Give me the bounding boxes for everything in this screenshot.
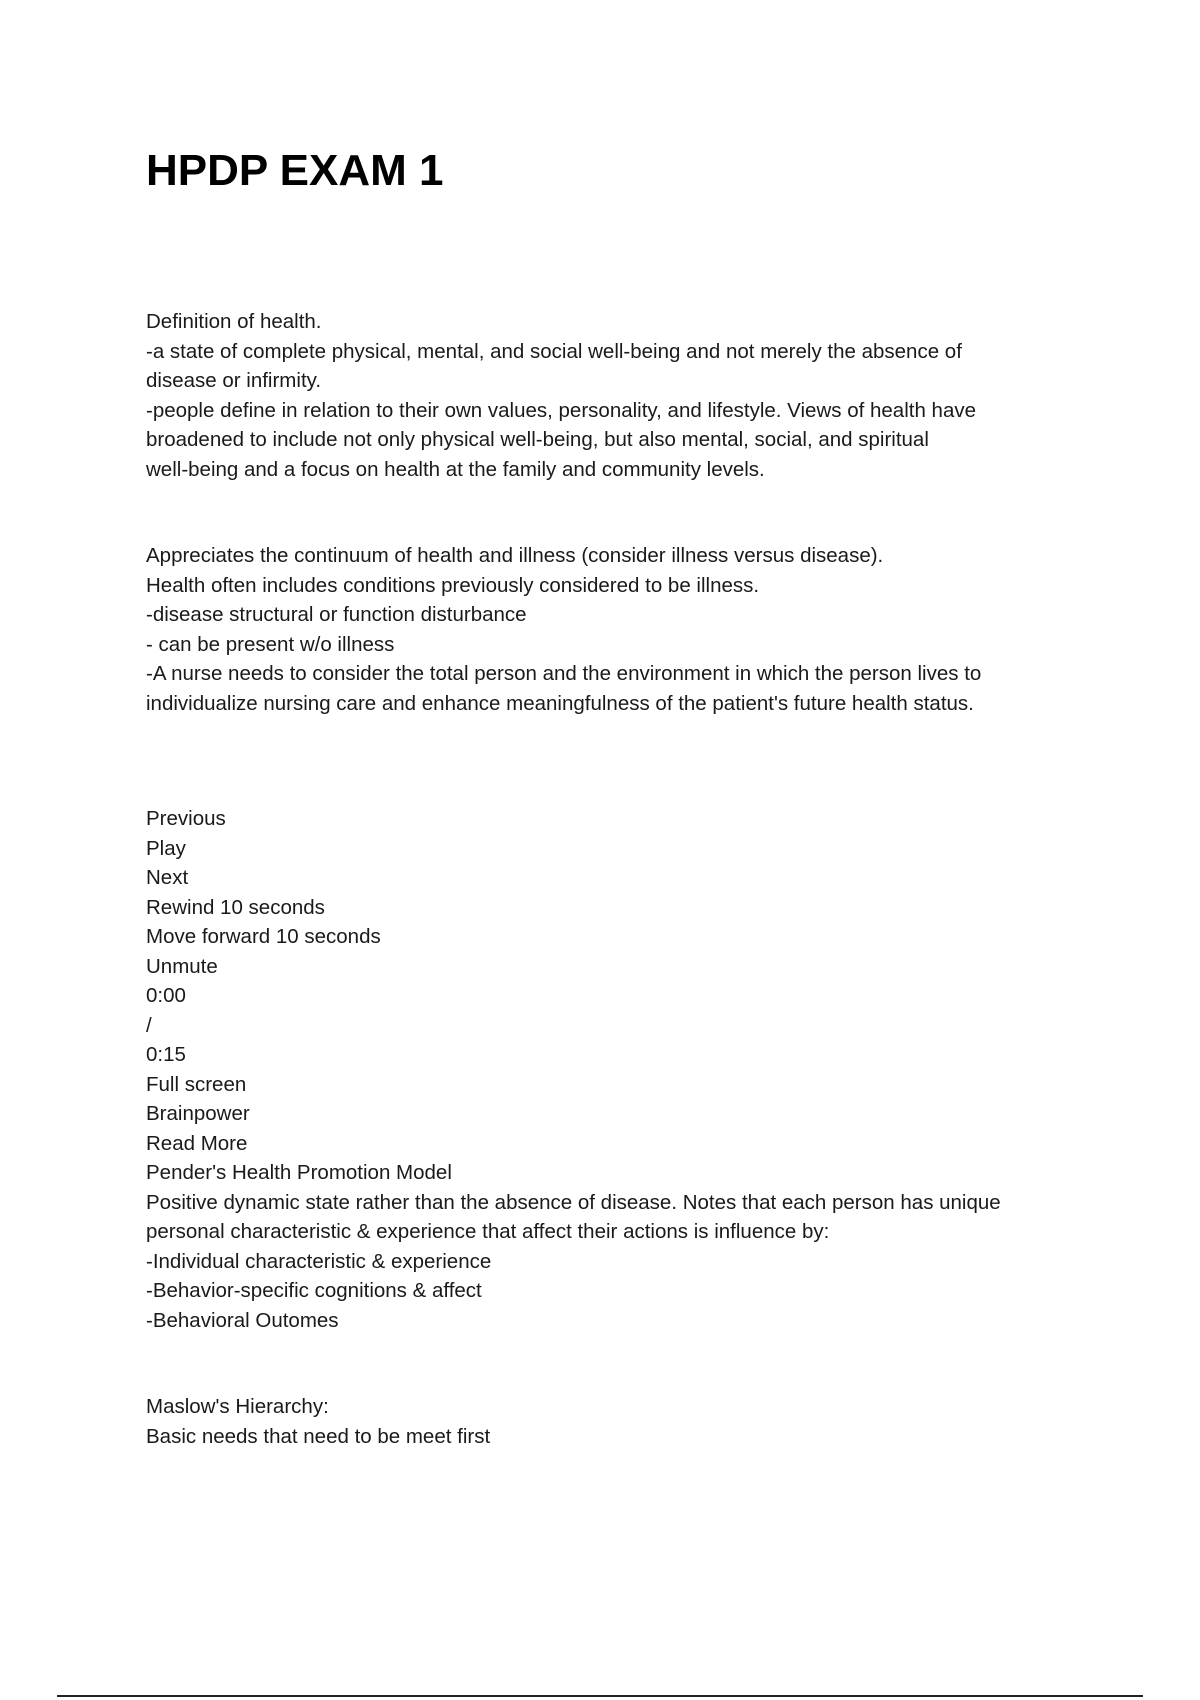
text-line: -A nurse needs to consider the total person and the environment in which the person lives to: [146, 662, 982, 685]
duration: 0:15: [146, 1043, 186, 1066]
unmute-button[interactable]: Unmute: [146, 954, 218, 978]
media-and-pender-section: [146, 804, 1086, 1335]
maslow-heading: Maslow's Hierarchy:: [146, 1395, 329, 1418]
text-line: individualize nursing care and enhance meaningfulness of the patient's future health status.: [146, 691, 974, 715]
time-separator: /: [146, 1013, 152, 1037]
text-line: broadened to include not only physical well-being, but also mental, social, and spiritual: [146, 428, 929, 451]
text-line: Basic needs that need to be meet first: [146, 1424, 491, 1448]
text-line: Appreciates the continuum of health and illness (consider illness versus disease).: [146, 544, 884, 567]
text-line: personal characteristic & experience that affect their actions is influence by:: [146, 1220, 830, 1243]
text-line: Definition of health.: [146, 310, 322, 333]
full-screen-button[interactable]: Full screen: [146, 1072, 247, 1096]
text-line: -Behavior-specific cognitions & affect: [146, 1279, 482, 1302]
play-button[interactable]: Play: [146, 836, 186, 860]
page-title: HPDP EXAM 1: [146, 146, 444, 195]
health-illness-continuum-section: [146, 541, 1086, 718]
previous-button[interactable]: Previous: [146, 807, 226, 830]
health-definition-section: [146, 307, 1086, 484]
text-line: disease or infirmity.: [146, 369, 322, 392]
read-more-link[interactable]: Read More: [146, 1131, 248, 1155]
text-line: -people define in relation to their own values, personality, and lifestyle. Views of health have: [146, 398, 976, 422]
forward-10-seconds-button[interactable]: Move forward 10 seconds: [146, 925, 381, 948]
current-time: 0:00: [146, 984, 186, 1007]
rewind-10-seconds-button[interactable]: Rewind 10 seconds: [146, 895, 325, 919]
text-line: -Individual characteristic & experience: [146, 1249, 492, 1273]
text-line: -Behavioral Outomes: [146, 1308, 339, 1332]
maslow-section: [146, 1392, 1086, 1451]
text-line: -disease structural or function disturbance: [146, 603, 527, 626]
text-line: - can be present w/o illness: [146, 632, 395, 656]
text-line: Positive dynamic state rather than the absence of disease. Notes that each person has unique: [146, 1190, 1001, 1214]
next-button[interactable]: Next: [146, 866, 189, 889]
text-line: well-being and a focus on health at the family and community levels.: [146, 457, 765, 481]
text-line: Health often includes conditions previously considered to be illness.: [146, 573, 760, 597]
text-line: -a state of complete physical, mental, and social well-being and not merely the absence of: [146, 339, 962, 363]
page-bottom-divider: [57, 1695, 1143, 1697]
brainpower-label: Brainpower: [146, 1102, 250, 1125]
pender-heading: Pender's Health Promotion Model: [146, 1161, 452, 1184]
